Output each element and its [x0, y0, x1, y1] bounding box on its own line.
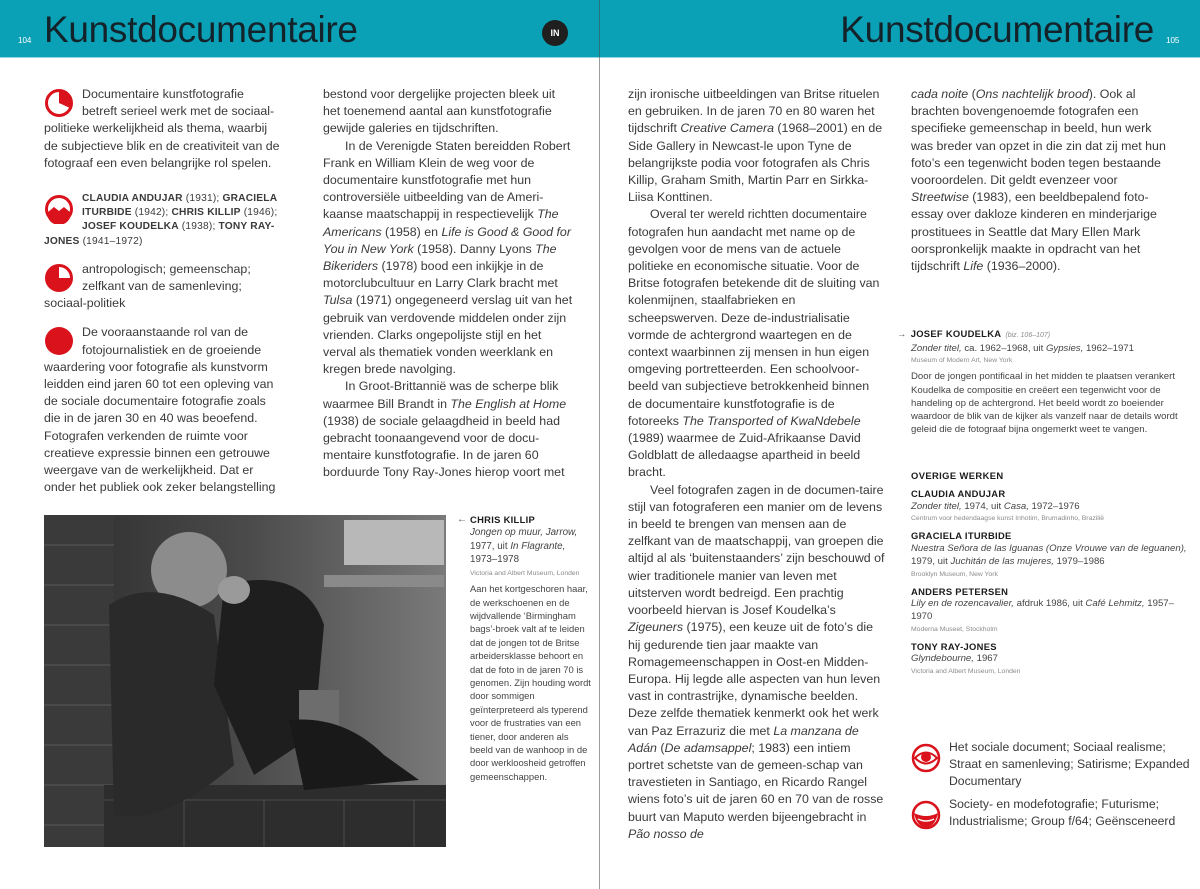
inline-text: 1967	[973, 653, 998, 665]
work-location: Victoria and Albert Museum, Londen	[911, 668, 1021, 676]
work-description	[911, 501, 1187, 514]
work-description	[911, 653, 1187, 666]
related-movements	[911, 739, 1191, 836]
body-paragraph	[628, 206, 886, 481]
inline-text: Life is Good & Good for You in New York	[323, 224, 571, 256]
featured-heading	[897, 327, 1187, 342]
right-column-1	[628, 86, 886, 843]
header-rule	[0, 57, 600, 58]
full-circle-icon	[44, 326, 74, 356]
arrow-right-icon: →	[897, 328, 907, 339]
eye-icon	[911, 743, 941, 773]
inline-text: 1962–1971	[1083, 343, 1134, 355]
inline-text: ; 1983) een intiem portret schetste van de gemeen-schap van travestieten in Santiago, en Ricardo Rangel wiens foto’s uit de jaren 60 en 70 van de rosse buurt van Maputo werden bijeengebracht in	[628, 740, 884, 824]
inline-text: Pão nosso de	[628, 826, 704, 841]
mountain-icon	[44, 194, 74, 224]
inline-text: (1936–2000).	[983, 259, 1061, 274]
inline-text: Creative Camera	[680, 121, 774, 136]
body-paragraph	[628, 482, 886, 843]
inline-text: 1972–1976	[1028, 500, 1080, 512]
pie-three-quarter-icon	[44, 263, 74, 293]
inline-text: The English at Home	[450, 396, 567, 411]
inline-text: Glyndebourne,	[911, 653, 974, 665]
featured-body: Door de jongen pontificaal in het midden te plaatsen verankert Koudelka de compositie en creëert een tegenwicht voor de handeling op de achtergrond. Het beeld wordt zo boeiender waardoor de blik van de kijker als vanzelf naar de details wordt geleid die de fotograaf bijna ongemerkt weet te vangen.	[911, 371, 1178, 436]
artist-years: (1946);	[243, 207, 278, 219]
work-artist: ANDERS PETERSEN	[911, 585, 1009, 597]
inline-text: Life	[963, 259, 984, 274]
inline-text: (1971) ongegeneerd verslag uit van het gebruik van verdovende middelen onder zijn vrienden. Clarks ongepolijste stijl en het verval als thematiek vonden weerklank en kregen brede navolging.	[323, 293, 573, 377]
artist-name: JOSEF KOUDELKA	[82, 221, 179, 233]
featured-work	[897, 327, 1187, 436]
inline-text: Zonder titel,	[911, 500, 962, 512]
caption-body: Aan het kortgeschoren haar, de werkschoenen en de wijdvallende ‘Birmingham bags’-broek valt af te leiden dat de jongen tot de Britse arbeidersklasse behoort en dat de foto in de jaren 70 is genomen. Zijn houding wordt door sommigen geïnterpreteerd als typerend voor de frustraties van een tiener, door anderen als beeld van de wanhoop in de door werkloosheid getroffen gemeenschappen.	[470, 583, 591, 782]
section-badge: IN	[542, 20, 568, 46]
artist-years: (1931);	[185, 193, 220, 205]
inline-text: Jongen op muur, Jarrow,	[470, 527, 578, 539]
work-artist: CLAUDIA ANDUJAR	[911, 488, 1006, 499]
key-artists-list	[44, 193, 277, 247]
inline-text: (	[656, 740, 665, 755]
left-column-2	[323, 86, 575, 482]
inline-text: The Americans	[323, 207, 559, 239]
inline-text: 1973–1978	[470, 554, 520, 566]
inline-text: Gypsies,	[1045, 343, 1084, 355]
definition-block	[44, 86, 280, 172]
inline-text: afdruk 1986, uit	[1013, 598, 1086, 610]
work-artist: GRACIELA ITURBIDE	[911, 530, 1012, 542]
body-paragraph	[911, 86, 1169, 275]
intro-text: Documentaire kunstfotografie betreft serieel werk met de sociaal-politieke werkelijkheid als thema, waarbij de subjectieve blik en de creativiteit van de fotograaf een even belangrijke rol spelen.	[44, 87, 280, 170]
inline-text: Zigeuners	[628, 620, 684, 635]
page-reference: (biz. 106–107)	[1005, 332, 1051, 339]
body-paragraph	[323, 138, 575, 379]
artist-years: (1942);	[134, 207, 169, 219]
inline-text: Overal ter wereld richtten documentaire fotografen hun aandacht met name op de gevolgen voor de mens van de actuele politieke en economische situatie. Voor de Britse fotografen betekende dit de sluiting van kolenmijnen, staalfabrieken en scheepswerven. Deze de-industrialisatie vormde de achtergrond waartegen en de context waarbinnen zij mensen in hun eigen omgeving portretteerden. Een schoolvoor-beeld van subjectieve betrokkenheid binnen de documentaire kunstfotografie is de fotoreeks	[628, 207, 880, 428]
artist-years: (1941–1972)	[82, 235, 143, 247]
inline-text: Casa,	[1003, 500, 1029, 512]
page-number: 105	[1166, 36, 1180, 45]
header-rule	[600, 57, 1200, 58]
inline-text: Zonder titel,	[911, 343, 962, 355]
inline-text: 1957–1970	[911, 598, 1174, 622]
inline-text: In de Verenigde Staten bereidden Robert Frank en William Klein de weg voor de documentaire kunstfotografie met hun controversiële uitbeelding van de Ameri-kaanse maatschappij in respectievelijk	[323, 138, 571, 222]
inline-text: Ons nachtelijk brood	[975, 87, 1089, 101]
featured-location: Museum of Modern Art, New York	[911, 357, 1013, 365]
inline-text: Juchitán de las mujeres,	[950, 555, 1054, 567]
artist-years: (1938);	[181, 221, 216, 233]
work-artist: TONY RAY-JONES	[911, 640, 997, 652]
inline-text: cada noite	[911, 87, 969, 101]
page-number: 104	[18, 36, 32, 45]
caption-artist: CHRIS KILLIP	[470, 514, 536, 525]
body-paragraph: bestond voor dergelijke projecten bleek uit het toenemend aantal aan kunstfotografie gewijde galeries en tijdschriften.	[323, 87, 556, 136]
body-paragraph	[628, 86, 886, 206]
inline-text: (1968–2001) en de Side Gallery in Newcast-le upon Tyne de belangrijkste podia voor fotografen als Chris Killip, Graham Smith, Martin Parr en Sirkka-Liisa Konttinen.	[628, 121, 883, 205]
inline-text: ca. 1962–1968, uit	[961, 343, 1046, 355]
other-work-item	[911, 488, 1187, 524]
featured-artist: JOSEF KOUDELKA	[910, 328, 1002, 339]
right-column-2	[911, 86, 1169, 275]
bowl-icon	[911, 800, 941, 830]
featured-work-title	[897, 342, 1187, 355]
inline-text: Veel fotografen zagen in de documen-taire stijl van fotograferen een manier om de levens in beeld te brengen van mensen aan de zelfkant van de maatschappij, van groepen die altijd al als ‘buitenstaanders’ zijn beschouwd of wier traditionele manier van leven met uitsterven wordt bedreigd. Een prachtig voorbeeld hiervan is Josef Koudelka’s	[628, 482, 885, 618]
inline-text: (1983), een beeldbepalend foto-essay over dakloze kinderen en minderjarige prostituees in Seattle dat Mary Ellen Mark oorspronkelijk maakte in opdracht van het tijdschrift	[911, 190, 1157, 274]
inline-text: 1977, uit	[470, 540, 511, 552]
other-works-title: OVERIGE WERKEN	[911, 470, 1004, 481]
history-block	[44, 324, 280, 496]
artist-name: GRACIELA ITURBIDE	[82, 193, 277, 219]
page-title: Kunstdocumentaire	[44, 9, 358, 50]
inline-text: 1979–1986	[1053, 555, 1105, 567]
inline-text: In Flagrante,	[510, 540, 566, 552]
caption-work	[457, 526, 591, 566]
inline-text: 1974, uit	[961, 500, 1004, 512]
movement-item	[911, 796, 1191, 830]
inline-text: (1958) en	[381, 224, 442, 239]
themes-text: antropologisch; gemeenschap; zelfkant van de samenleving; sociaal-politiek	[44, 261, 251, 311]
artist-name: CHRIS KILLIP	[171, 207, 241, 219]
inline-text: La manzana de Adán	[628, 723, 859, 755]
inline-text: (1958). Danny Lyons	[413, 241, 536, 256]
inline-text: Nuestra Señora de las Iguanas (Onze Vrouwe van de leguanen),	[911, 542, 1187, 554]
inline-text: (1989) waarmee de Zuid-Afrikaanse David Goldblatt de alledaagse apartheid in beeld bracht.	[628, 431, 861, 480]
inline-text: Lily en de rozencavalier,	[911, 598, 1014, 610]
inline-text: De adamsappel	[664, 740, 752, 755]
work-location: Brooklyn Museum, New York	[911, 570, 998, 578]
other-work-item	[911, 641, 1187, 677]
inline-text: The Bikeriders	[323, 241, 557, 274]
page-title: Kunstdocumentaire	[840, 9, 1154, 50]
work-description	[911, 598, 1187, 624]
history-text: De vooraanstaande rol van de fotojournalistiek en de groeiende waardering voor fotografie als kunstvorm leidden eind jaren 60 tot een opleving van de sociale documentaire fotografie zoals die in de jaren 30 en 40 was beoefend. Fotografen verkenden de ruimte voor creatieve expressie binnen een getrouwe weergave van de werkelijkheid. Dat er onder het publiek ook zeker belangstelling	[44, 325, 276, 495]
photo-boy-on-wall	[44, 515, 446, 847]
inline-text: Tulsa	[323, 293, 353, 308]
key-artists-block	[44, 192, 280, 249]
inline-text: The Transported of KwaNdebele	[682, 413, 861, 428]
work-location: Moderna Museet, Stockholm	[911, 625, 998, 633]
inline-text: (	[968, 87, 976, 101]
clock-quarter-icon	[44, 88, 74, 118]
body-paragraph	[323, 378, 575, 481]
movement-item	[911, 739, 1191, 790]
artist-name: TONY RAY-JONES	[44, 221, 275, 247]
inline-text: 1979, uit	[911, 555, 951, 567]
inline-text: Streetwise	[911, 190, 969, 205]
artist-name: CLAUDIA ANDUJAR	[82, 193, 183, 205]
other-work-item	[911, 586, 1187, 635]
inline-text: In Groot-Brittannië was de scherpe blik waarmee Bill Brandt in	[323, 379, 559, 411]
photo-caption	[457, 513, 591, 783]
inline-text: ). Ook al brachten bovengenoemde fotografen een specifieke gemeenschap in beeld, hun werk was breder van opzet in die zin dat zij met hun foto’s een tegenwicht boden tegen bestaande vooroordelen. Dit geldt evenzeer voor	[911, 87, 1166, 188]
inline-text: Café Lehmitz,	[1085, 598, 1145, 610]
other-work-item	[911, 530, 1187, 579]
inline-text: (1938) de sociale gelaagdheid in beeld had gebracht toonaangevend voor de docu-mentaire kunstfotografie. In de jaren 60 borduurde Tony Ray-Jones hierop voort met	[323, 413, 565, 480]
movement-text: Het sociale document; Sociaal realisme; Straat en samenleving; Satirisme; Expanded Documentary	[949, 740, 1190, 788]
movement-text: Society- en modefotografie; Futurisme; Industrialisme; Group f/64; Geënsceneerd	[949, 797, 1176, 828]
themes-block	[44, 261, 280, 313]
left-column-1	[44, 86, 280, 496]
inline-text: zijn ironische uitbeeldingen van Britse rituelen en gebruiken. In de jaren 70 en 80 waren het tijdschrift	[628, 87, 880, 136]
inline-text: (1978) bood een inkijkje in de motorclubcultuur en Larry Clark bracht met	[323, 259, 558, 291]
work-location: Centrum voor hedendaagse kunst Inhotim, Brumadinho, Brazilië	[911, 515, 1105, 523]
work-description	[911, 543, 1187, 569]
other-works	[911, 470, 1187, 683]
photo-illustration	[44, 515, 446, 847]
inline-text: (1975), een keuze uit de foto’s die hij gedurende tien jaar maakte van Romagemeenschappen in Oost-en Midden-Europa. Hij legde alle aspecten van hun leven vast in contrastrijke, dynamische beelden. Deze zelfde thematiek kenmerkt ook het werk van Paz Errazuriz die met	[628, 620, 881, 738]
caption-location: Victoria and Albert Museum, Londen	[470, 569, 580, 577]
arrow-left-icon: ←	[457, 514, 467, 525]
